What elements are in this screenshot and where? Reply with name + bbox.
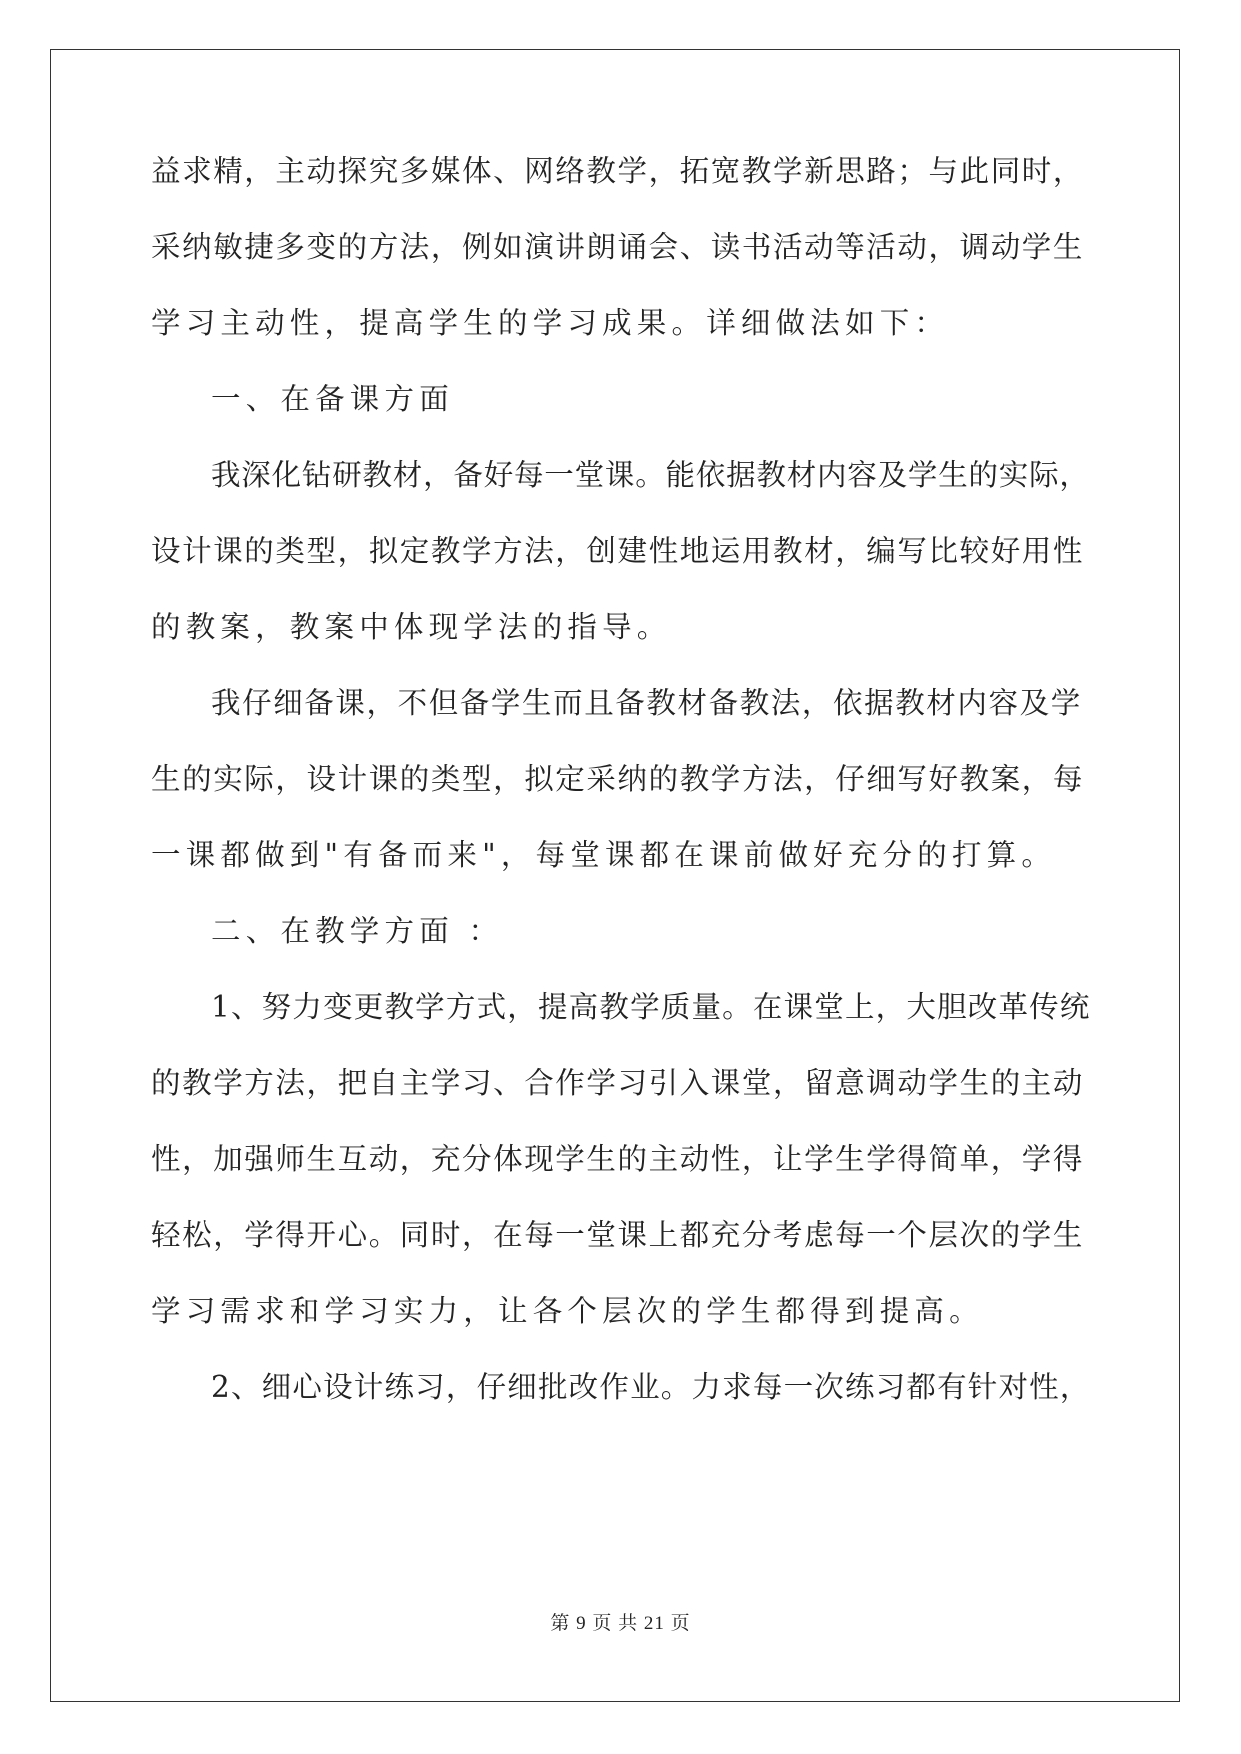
body-line: 1、努力变更教学方式，提高教学质量。在课堂上，大胆改革传统 xyxy=(211,990,1091,1024)
body-line: 学习需求和学习实力，让各个层次的学生都得到提高。 xyxy=(151,1294,984,1328)
page-border xyxy=(50,49,1180,1702)
body-line: 生的实际，设计课的类型，拟定采纳的教学方法，仔细写好教案，每 xyxy=(151,762,1085,796)
body-line: 我仔细备课，不但备学生而且备教材备教法，依据教材内容及学 xyxy=(211,686,1082,720)
section-heading: 二、在教学方面 ： xyxy=(211,914,504,948)
body-line: 轻松，学得开心。同时，在每一堂课上都充分考虑每一个层次的学生 xyxy=(151,1218,1085,1252)
body-line: 一课都做到"有备而来"，每堂课都在课前做好充分的打算。 xyxy=(151,838,1057,872)
body-line: 学习主动性，提高学生的学习成果。详细做法如下： xyxy=(151,306,950,340)
body-line: 性，加强师生互动，充分体现学生的主动性，让学生学得简单，学得 xyxy=(151,1142,1085,1176)
body-line: 设计课的类型，拟定教学方法，创建性地运用教材，编写比较好用性 xyxy=(151,534,1085,568)
body-line: 我深化钻研教材，备好每一堂课。能依据教材内容及学生的实际， xyxy=(211,458,1090,492)
body-line: 益求精，主动探究多媒体、网络教学，拓宽教学新思路；与此同时， xyxy=(151,154,1085,188)
section-heading: 一、在备课方面 xyxy=(211,382,454,416)
body-line: 采纳敏捷多变的方法，例如演讲朗诵会、读书活动等活动，调动学生 xyxy=(151,230,1085,264)
page-number-footer: 第 9 页 共 21 页 xyxy=(550,1613,691,1634)
body-line: 的教学方法，把自主学习、合作学习引入课堂，留意调动学生的主动 xyxy=(151,1066,1085,1100)
body-line: 的教案，教案中体现学法的指导。 xyxy=(151,610,672,644)
body-line: 2、细心设计练习，仔细批改作业。力求每一次练习都有针对性， xyxy=(211,1370,1091,1404)
